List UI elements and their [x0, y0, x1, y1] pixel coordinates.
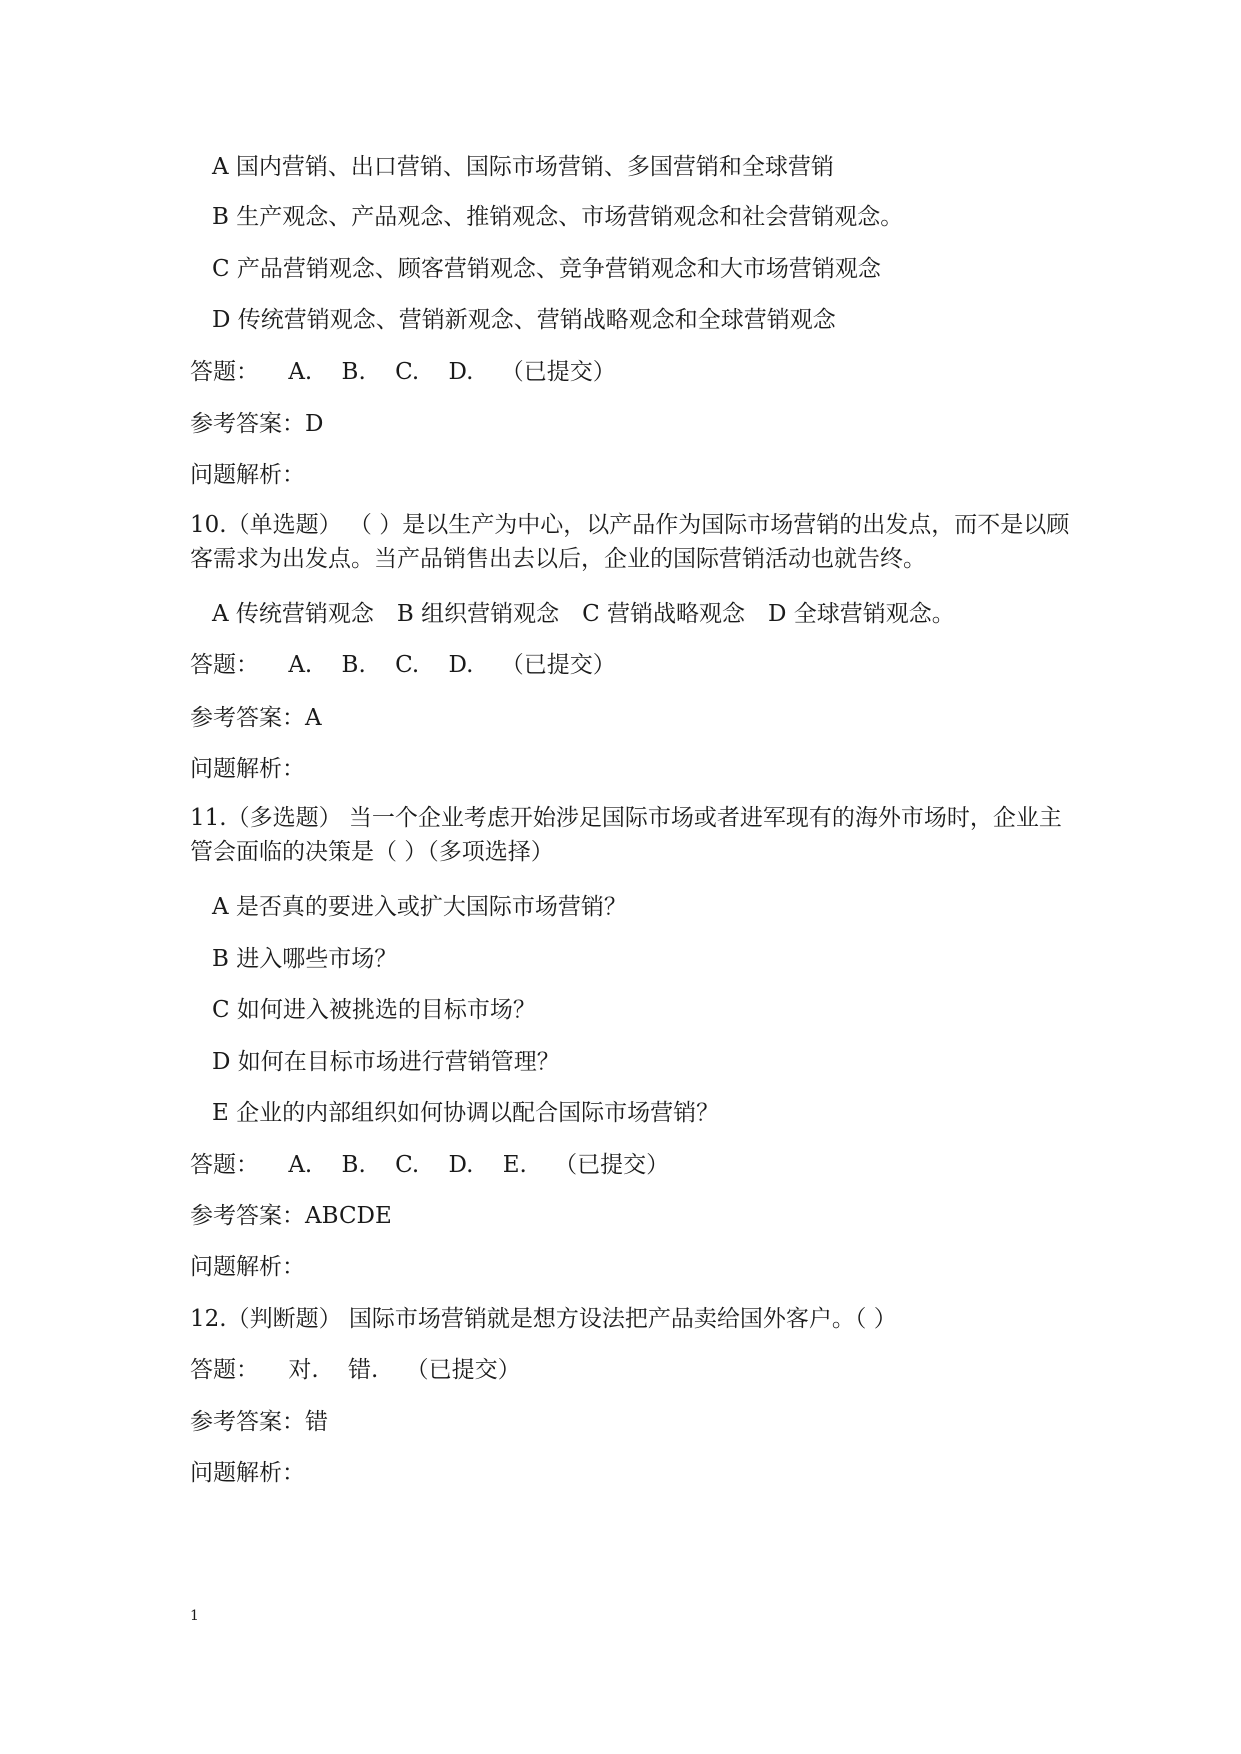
q11-option-b: B 进入哪些市场？	[212, 946, 398, 972]
q11-option-a: A 是否真的要进入或扩大国际市场营销？	[212, 894, 627, 920]
choice-c[interactable]: C.	[395, 652, 420, 678]
q12-analysis: 问题解析：	[190, 1460, 305, 1486]
q9-analysis: 问题解析：	[190, 462, 305, 488]
submitted-status: （已提交）	[500, 652, 616, 678]
q9-answer-row	[190, 355, 616, 389]
q10-reference-answer: 参考答案：A	[190, 705, 322, 731]
choice-a[interactable]: A.	[288, 359, 313, 385]
choice-d[interactable]: D.	[448, 359, 474, 385]
choice-a[interactable]: A.	[288, 1152, 313, 1178]
q9-option-a: A 国内营销、出口营销、国际市场营销、多国营销和全球营销	[212, 154, 834, 180]
q9-option-c: C 产品营销观念、顾客营销观念、竞争营销观念和大市场营销观念	[212, 256, 881, 282]
choice-b[interactable]: B.	[341, 359, 366, 385]
answer-label: 答题：	[190, 1152, 259, 1178]
answer-label: 答题：	[190, 652, 259, 678]
q11-reference-answer: 参考答案：ABCDE	[190, 1203, 392, 1229]
q10-analysis: 问题解析：	[190, 756, 305, 782]
q11-option-e: E 企业的内部组织如何协调以配合国际市场营销？	[212, 1100, 720, 1126]
choice-c[interactable]: C.	[395, 359, 420, 385]
q12-answer-row	[190, 1353, 521, 1387]
q11-answer-row	[190, 1148, 669, 1182]
q9-option-d: D 传统营销观念、营销新观念、营销战略观念和全球营销观念	[212, 307, 836, 333]
q12-reference-answer: 参考答案：错	[190, 1409, 328, 1435]
choice-d[interactable]: D.	[448, 1152, 474, 1178]
q9-reference-answer: 参考答案：D	[190, 411, 324, 437]
choice-true[interactable]: 对.	[288, 1357, 319, 1383]
choice-e[interactable]: E.	[502, 1152, 527, 1178]
q11-analysis: 问题解析：	[190, 1254, 305, 1280]
q10-answer-row	[190, 648, 616, 682]
answer-label: 答题：	[190, 1357, 259, 1383]
q10-options: A 传统营销观念 B 组织营销观念 C 营销战略观念 D 全球营销观念。	[212, 601, 955, 627]
q11-question: 11.（多选题） 当一个企业考虑开始涉足国际市场或者进军现有的海外市场时，企业主管会面临的决策是（ ）（多项选择）	[190, 805, 1062, 865]
q12-question: 12.（判断题） 国际市场营销就是想方设法把产品卖给国外客户。（ ）	[190, 1306, 897, 1332]
q11-option-d: D 如何在目标市场进行营销管理？	[212, 1049, 560, 1075]
answer-label: 答题：	[190, 359, 259, 385]
choice-b[interactable]: B.	[341, 1152, 366, 1178]
q11-option-c: C 如何进入被挑选的目标市场？	[212, 997, 536, 1023]
submitted-status: （已提交）	[405, 1357, 521, 1383]
q9-option-b: B 生产观念、产品观念、推销观念、市场营销观念和社会营销观念。	[212, 204, 904, 230]
submitted-status: （已提交）	[500, 359, 616, 385]
q10-question: 10.（单选题） （ ）是以生产为中心，以产品作为国际市场营销的出发点，而不是以顾客需求为出发点。当产品销售出去以后，企业的国际营销活动也就告终。	[190, 512, 1070, 572]
choice-c[interactable]: C.	[395, 1152, 420, 1178]
choice-d[interactable]: D.	[448, 652, 474, 678]
submitted-status: （已提交）	[554, 1152, 670, 1178]
choice-b[interactable]: B.	[341, 652, 366, 678]
choice-a[interactable]: A.	[288, 652, 313, 678]
page-number: 1	[190, 1608, 199, 1624]
choice-false[interactable]: 错.	[347, 1357, 379, 1383]
